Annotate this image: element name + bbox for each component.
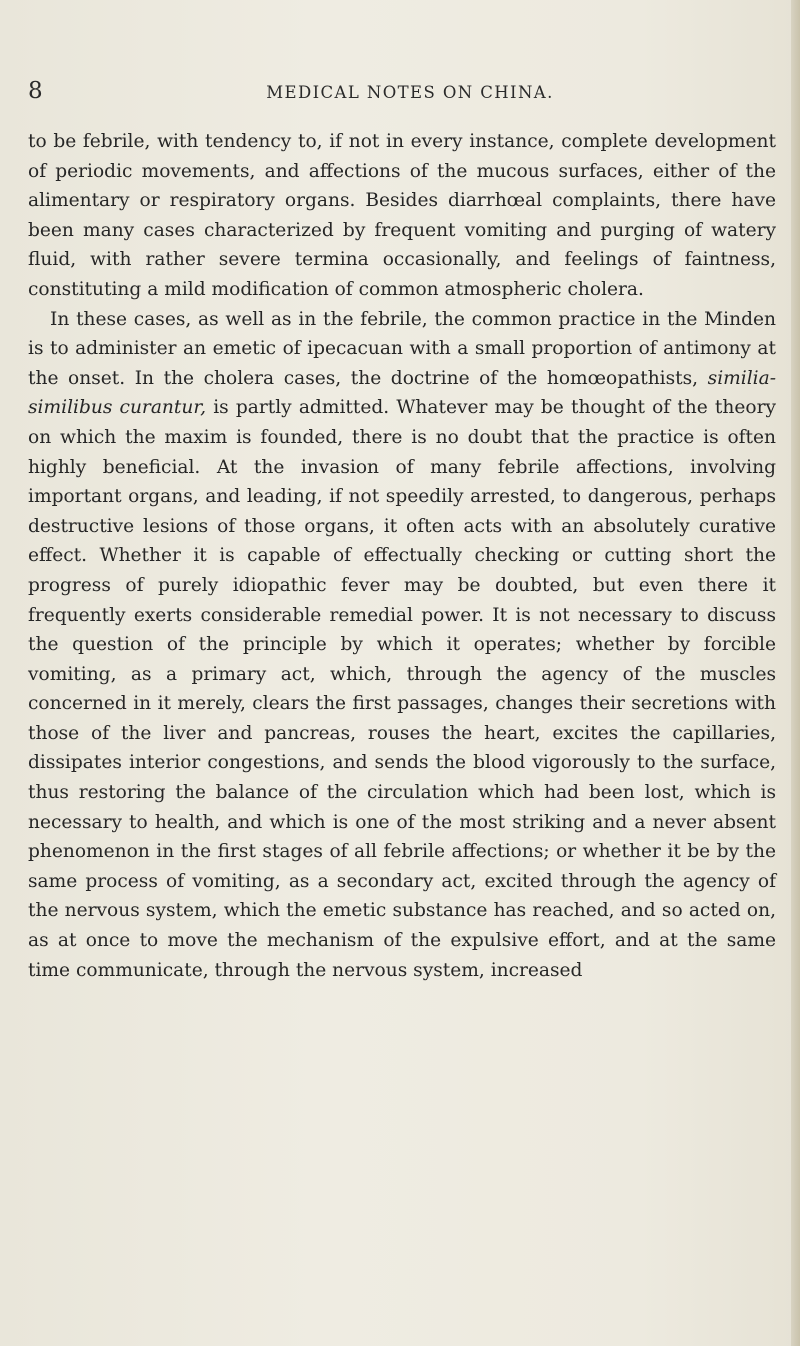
running-title: MEDICAL NOTES ON CHINA. bbox=[266, 83, 554, 102]
paragraph-text-after-latin: is partly admitted. Whatever may be thought of the theory on which the maxim is founded, there is no doubt that the practice is often highly beneficial. At the invasion of many febrile affections, involving important organs, and leading, if not speedily arrested, to dangerous, perhaps destructive lesions of those organs, it often acts with an absolutely curative effect. Whether it is capable of effectually checking or cutting short the progress of purely idiopathic fever may be doubted, but even there it frequently exerts considerable remedial power. It is not necessary to discuss the question of the principle by which it operates; whether by forcible vomiting, as a primary act, which, through the agency of the muscles concerned in it merely, clears the first passages, changes their secretions with those of the liver and pancreas, rouses the heart, excites the capillaries, dissipates interior congestions, and sends the blood vigorously to the surface, thus restoring the balance of the circulation which had been lost, which is necessary to health, and which is one of the most striking and a never absent phenomenon in the first stages of all febrile affections; or whether it be by the same process of vomiting, as a secondary act, excited through the agency of the nervous system, which the emetic substance has reached, and so acted on, as at once to move the mechanism of the expulsive effort, and at the same time communicate, through the nervous system, increased bbox=[28, 397, 776, 981]
page-number: 8 bbox=[28, 78, 43, 104]
page-edge-shadow bbox=[791, 0, 800, 1346]
paragraph-text-before-latin: In these cases, as well as in the febrile, the common practice in the Minden is to administer an emetic of ipecacuan with a small proportion of antimony at the onset. In the cholera cases, the doctrine of the homœopathists, bbox=[28, 308, 776, 389]
latin-maxim: similia-similibus curantur, bbox=[28, 367, 776, 419]
paragraph-continued: to be febrile, with tendency to, if not in every instance, complete development of periodic movements, and affections of the mucous surfaces, either of the alimentary or respiratory organs. Besides diarrhœal complaints, there have been many cases characterized by frequent vomiting and purging of watery fluid, with rather severe termina occasionally, and feelings of faintness, constituting a mild modification of common atmospheric cholera. bbox=[28, 131, 776, 300]
body-text bbox=[28, 127, 776, 985]
paragraph-emetic-practice bbox=[28, 305, 776, 986]
